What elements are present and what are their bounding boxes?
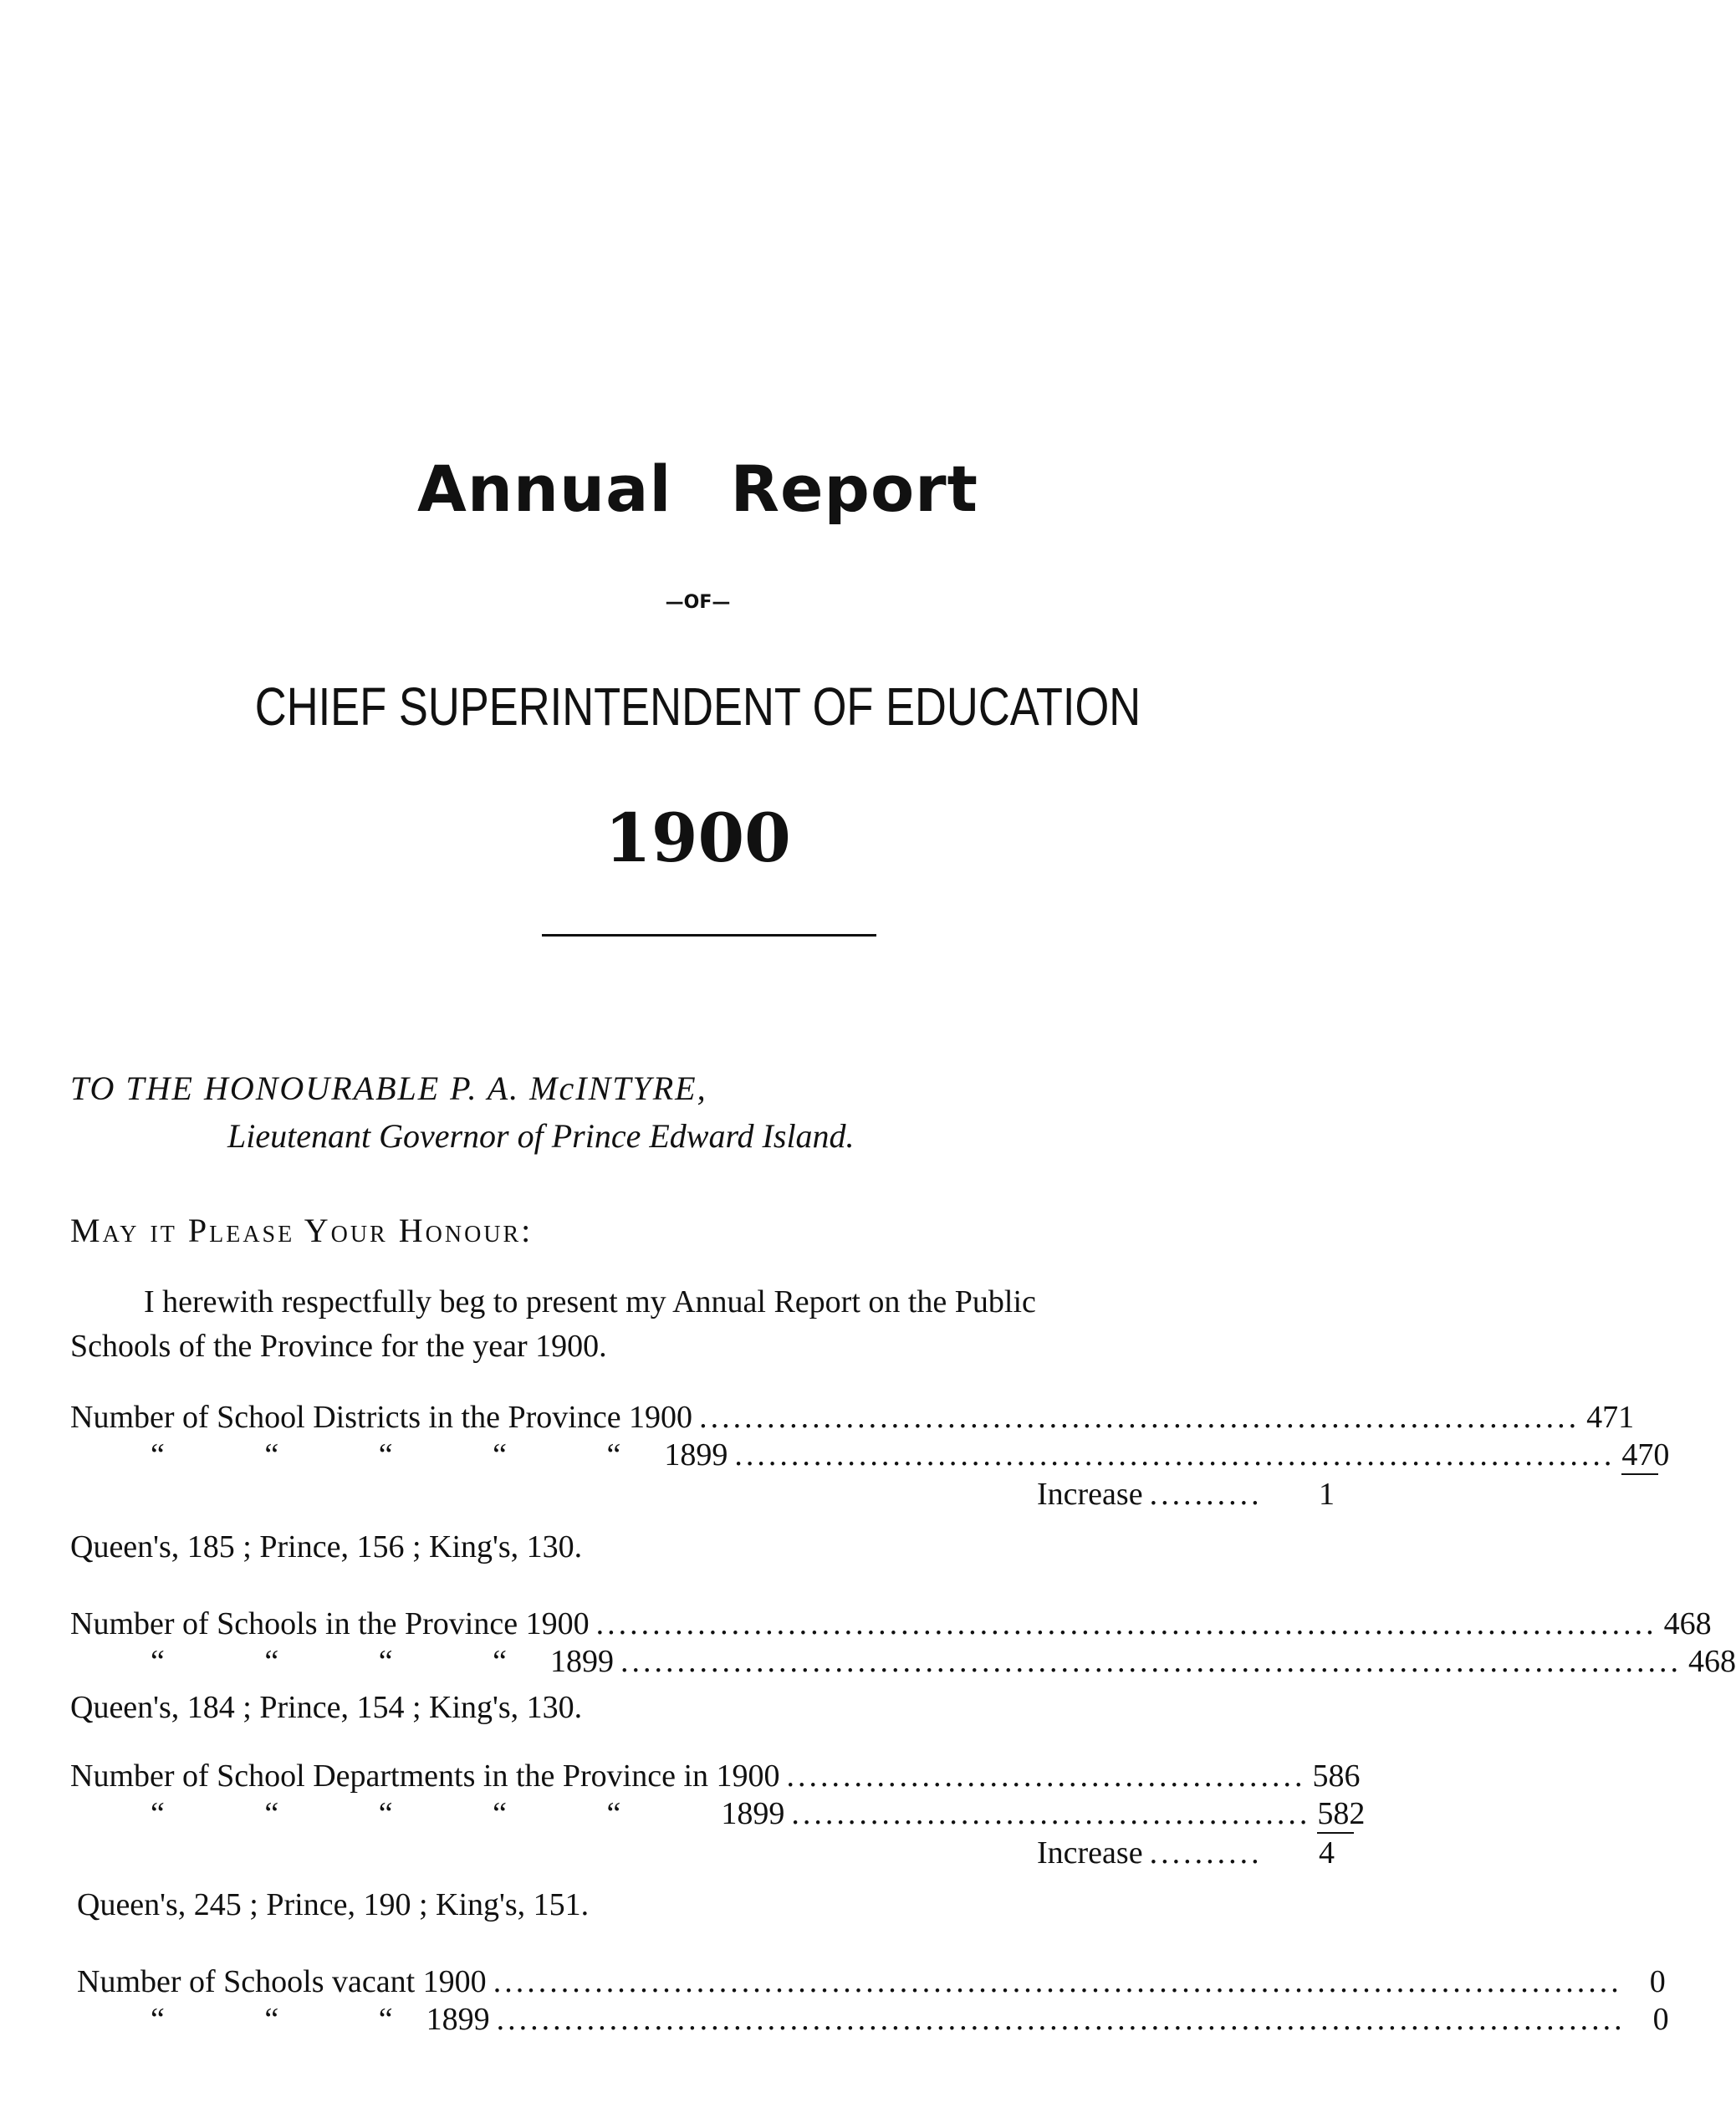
schools-row-1899: [70, 1643, 1736, 1682]
vacant-row-1899: [70, 2001, 1669, 2039]
districts-ditto: “ “ “ “ “: [151, 1437, 621, 1473]
salutation: May it Please Your Honour:: [70, 1212, 534, 1249]
departments-label-1900: Number of School Departments in the Province in 1900: [70, 1758, 780, 1794]
schools-label-1900: Number of Schools in the Province 1900: [70, 1606, 590, 1641]
schools-row-1900: [70, 1605, 1712, 1644]
schools-value-1900: 468: [1663, 1606, 1712, 1641]
leader-dots: ..............................................................................................: [595, 1606, 1657, 1641]
report-title: [0, 452, 1396, 526]
departments-increase-value: 4: [1319, 1835, 1335, 1871]
departments-increase-row: [1037, 1835, 1335, 1873]
schools-counties: Queen's, 184 ; Prince, 154 ; King's, 130.: [70, 1690, 583, 1725]
schools-value-1899: 468: [1687, 1644, 1736, 1679]
address-recipient: TO THE HONOURABLE P. A. McINTYRE,: [70, 1069, 707, 1107]
title-divider: [542, 934, 876, 937]
vacant-label-1900: Number of Schools vacant 1900: [77, 1964, 487, 1999]
districts-row-1900: [70, 1399, 1635, 1437]
districts-label-1900: Number of School Districts in the Province 1900: [70, 1400, 693, 1435]
vacant-value-1900: 0: [1649, 1964, 1666, 1999]
vacant-year-1899: 1899: [426, 2002, 490, 2037]
schools-year-1899: 1899: [549, 1644, 614, 1679]
departments-counties: Queen's, 245 ; Prince, 190 ; King's, 151.: [77, 1887, 590, 1922]
departments-increase-label: Increase: [1037, 1835, 1143, 1871]
vacant-value-1899: 0: [1652, 2002, 1669, 2037]
title-word-annual: Annual: [417, 452, 672, 526]
districts-increase-row: [1037, 1476, 1335, 1514]
leader-dots: ..............................................: [786, 1758, 1306, 1794]
title-word-report: Report: [730, 452, 978, 526]
districts-value-1899: 470: [1621, 1437, 1658, 1475]
departments-value-1900: 586: [1312, 1758, 1361, 1794]
address-title: Lieutenant Governor of Prince Edward Island.: [227, 1117, 855, 1155]
departments-ditto: “ “ “ “ “: [151, 1796, 621, 1831]
leader-dots: ..........: [1149, 1477, 1263, 1512]
districts-increase-value: 1: [1319, 1477, 1335, 1512]
departments-year-1899: 1899: [721, 1796, 785, 1831]
schools-ditto: “ “ “ “: [151, 1644, 507, 1679]
report-year: 1900: [605, 799, 791, 877]
vacant-ditto: “ “ “: [151, 2002, 393, 2037]
leader-dots: ..............................................................................................: [620, 1644, 1682, 1679]
report-subtitle: CHIEF SUPERINTENDENT OF EDUCATION: [254, 676, 1141, 737]
intro-line-1: I herewith respectfully beg to present my Annual Report on the Public: [144, 1284, 1036, 1319]
districts-row-1899: [70, 1437, 1670, 1475]
leader-dots: ..............................................................................: [699, 1400, 1580, 1435]
departments-value-1899: 582: [1317, 1795, 1354, 1834]
leader-dots: ..........: [1149, 1835, 1263, 1871]
leader-dots: ....................................................................................................: [496, 2002, 1626, 2037]
leader-dots: ....................................................................................................: [493, 1964, 1622, 1999]
leader-dots: ..............................................................................: [734, 1437, 1616, 1473]
districts-increase-label: Increase: [1037, 1477, 1143, 1512]
districts-year-1899: 1899: [664, 1437, 728, 1473]
departments-row-1900: [70, 1758, 1361, 1796]
leader-dots: ..............................................: [791, 1796, 1311, 1831]
districts-counties: Queen's, 185 ; Prince, 156 ; King's, 130.: [70, 1529, 583, 1564]
title-of: —OF—: [665, 592, 731, 613]
departments-row-1899: [70, 1795, 1366, 1834]
intro-line-2: Schools of the Province for the year 1900.: [70, 1329, 607, 1364]
vacant-row-1900: [70, 1963, 1666, 2002]
districts-value-1900: 471: [1586, 1400, 1635, 1435]
